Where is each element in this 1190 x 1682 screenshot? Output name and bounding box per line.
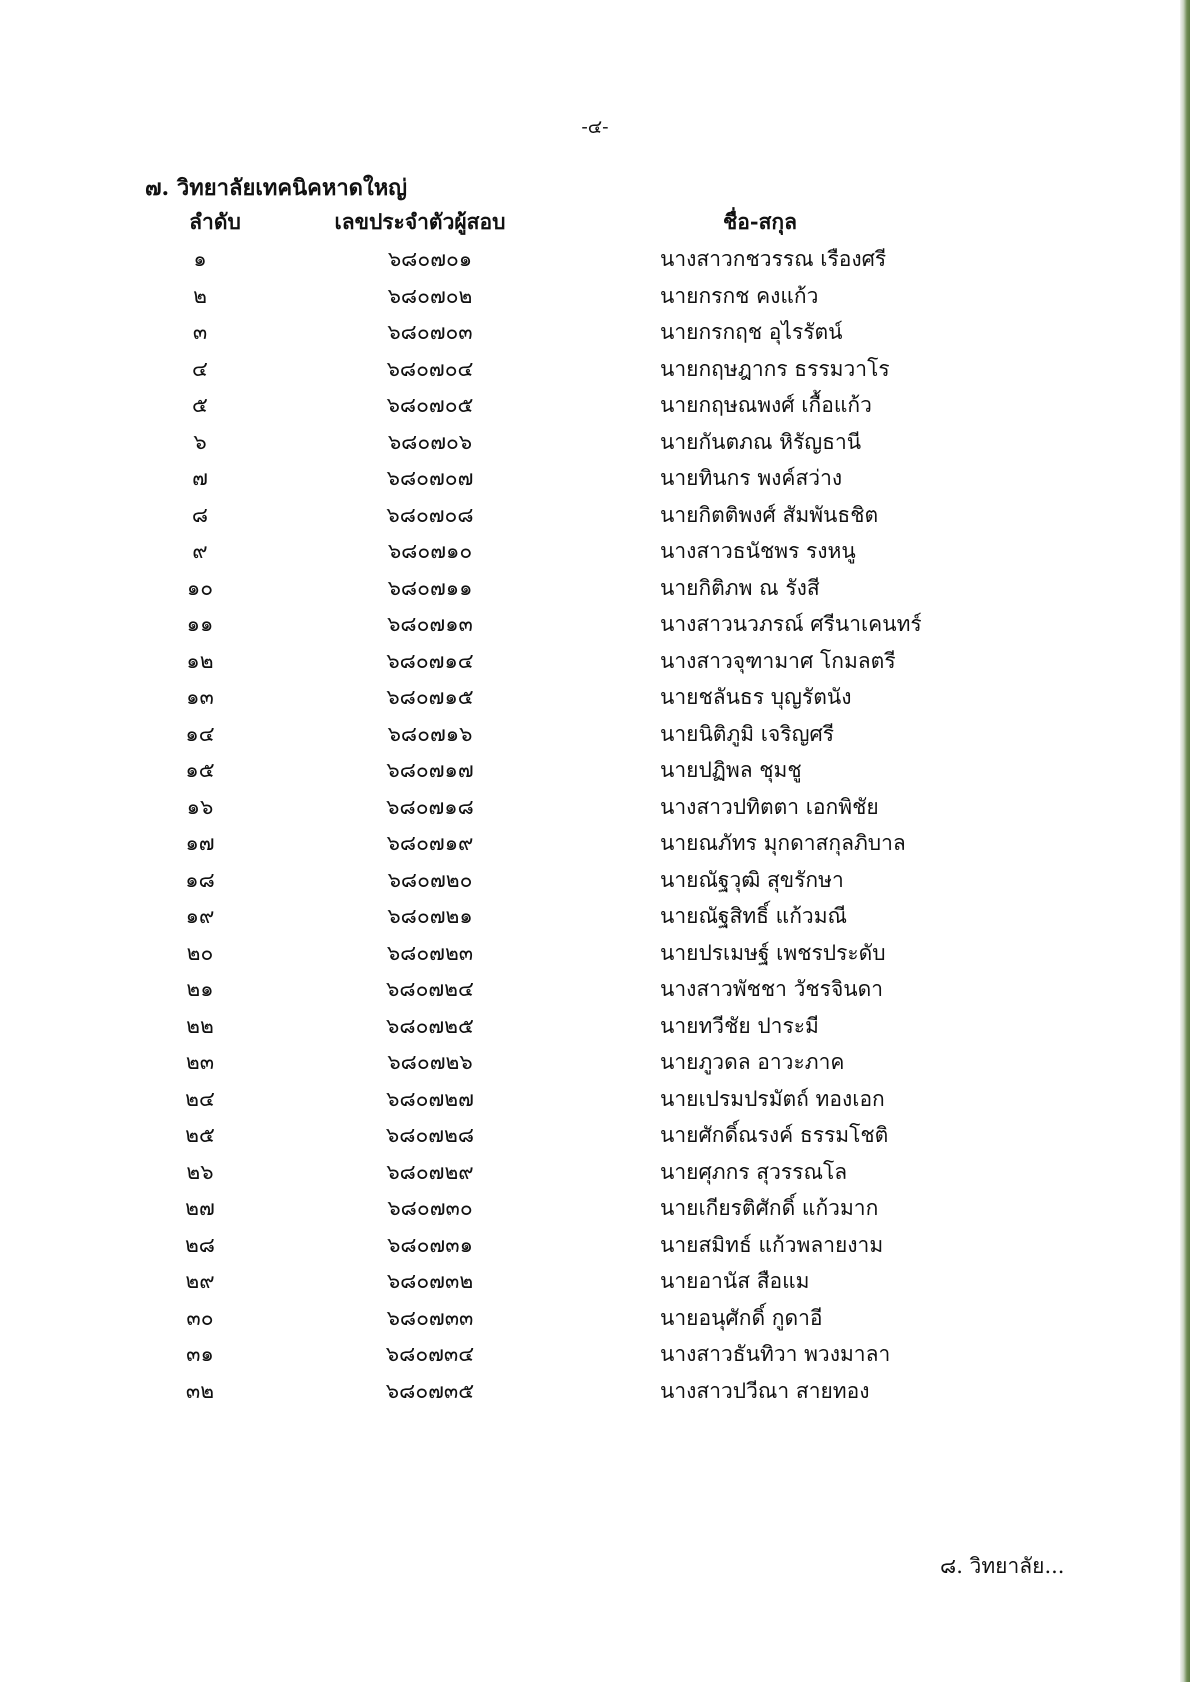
row-exam-id: ๖๘๐๗๑๙	[386, 831, 474, 855]
row-name: นายกฤษฎากร ธรรมวาโร	[660, 356, 890, 381]
row-exam-id: ๖๘๐๗๒๕	[386, 1013, 474, 1038]
row-exam-id: ๖๘๐๗๑๑	[387, 575, 473, 600]
table-row	[0, 568, 1190, 605]
row-name: นายทวีชัย ปาระมี	[660, 1013, 819, 1038]
table-row	[0, 787, 1190, 824]
row-exam-id: ๖๘๐๗๐๘	[386, 502, 474, 527]
row-order: ๔	[192, 356, 208, 381]
row-name: นายเกียรติศักดิ์ แก้วมาก	[660, 1196, 879, 1220]
header-order: ลำดับ	[189, 209, 241, 234]
row-order: ๑๖	[186, 794, 214, 819]
row-name: นายภูวดล อาวะภาค	[660, 1050, 845, 1074]
row-order: ๓๑	[186, 1342, 214, 1366]
row-exam-id: ๖๘๐๗๒๑	[387, 904, 473, 928]
table-row	[0, 385, 1190, 422]
row-order: ๓	[192, 320, 208, 344]
row-exam-id: ๖๘๐๗๐๔	[386, 356, 474, 381]
row-order: ๑๔	[185, 721, 215, 746]
row-exam-id: ๖๘๐๗๓๓	[386, 1305, 474, 1330]
row-name: นายสมิทธ์ แก้วพลายงาม	[660, 1232, 884, 1257]
row-exam-id: ๖๘๐๗๓๐	[387, 1196, 473, 1220]
row-exam-id: ๖๘๐๗๒๓	[386, 940, 474, 965]
table-row	[0, 1115, 1190, 1152]
table-row	[0, 1042, 1190, 1079]
row-order: ๑๘	[185, 867, 215, 892]
row-exam-id: ๖๘๐๗๐๖	[387, 429, 473, 454]
row-exam-id: ๖๘๐๗๒๘	[385, 1123, 475, 1147]
table-header	[0, 206, 1190, 236]
row-order: ๒๑	[186, 977, 214, 1001]
row-order: ๑๗	[185, 831, 215, 855]
row-name: นายนิติภูมิ เจริญศรี	[660, 721, 835, 746]
row-exam-id: ๖๘๐๗๑๓	[387, 612, 473, 636]
row-exam-id: ๖๘๐๗๐๑	[387, 247, 473, 271]
table-row	[0, 1298, 1190, 1335]
row-name: นางสาวธนัชพร รงหนู	[660, 539, 856, 563]
row-order: ๑๓	[186, 685, 214, 709]
row-exam-id: ๖๘๐๗๑๗	[386, 758, 474, 782]
row-name: นางสาวจุฑามาศ โกมลตรี	[660, 648, 896, 673]
row-exam-id: ๖๘๐๗๓๑	[387, 1232, 473, 1257]
row-exam-id: ๖๘๐๗๒๗	[386, 1086, 474, 1111]
table-row	[0, 1334, 1190, 1371]
row-order: ๒๘	[184, 1232, 216, 1257]
row-name: นายกรกฤช อุไรรัตน์	[660, 320, 843, 344]
table-row	[0, 896, 1190, 933]
table-row	[0, 458, 1190, 495]
row-order: ๖	[193, 429, 207, 454]
section-title: ๗. วิทยาลัยเทคนิคหาดใหญ่	[145, 175, 407, 201]
row-order: ๒๕	[185, 1123, 215, 1147]
table-row	[0, 933, 1190, 970]
row-order: ๙	[192, 539, 208, 563]
table-row	[0, 1006, 1190, 1043]
row-exam-id: ๖๘๐๗๑๔	[386, 648, 474, 673]
row-name: นางสาวปวีณา สายทอง	[660, 1378, 870, 1403]
row-exam-id: ๖๘๐๗๒๔	[386, 977, 474, 1001]
row-name: นายกฤษณพงศ์ เกื้อแก้ว	[660, 393, 872, 417]
row-exam-id: ๖๘๐๗๒๖	[387, 1050, 473, 1074]
header-exam-id: เลขประจำตัวผู้สอบ	[334, 209, 506, 234]
row-order: ๕	[192, 393, 208, 417]
table-row	[0, 750, 1190, 787]
row-name: นายกิติภพ ณ รังสี	[660, 575, 820, 600]
table-row	[0, 641, 1190, 678]
row-name: นางสาวกชวรรณ เรืองศรี	[660, 247, 887, 271]
table-row	[0, 1079, 1190, 1116]
table-row	[0, 276, 1190, 313]
row-name: นายศุภกร สุวรรณโล	[660, 1159, 848, 1184]
row-name: นางสาวธันทิวา พวงมาลา	[660, 1342, 891, 1366]
row-order: ๒๒	[186, 1013, 214, 1038]
row-exam-id: ๖๘๐๗๐๗	[386, 466, 474, 490]
row-name: นายอานัส สือแม	[660, 1269, 810, 1293]
table-row	[0, 495, 1190, 532]
row-name: นายปฏิพล ชุมชู	[660, 758, 802, 782]
row-name: นางสาวพัชชา วัชรจินดา	[660, 977, 884, 1001]
row-exam-id: ๖๘๐๗๓๕	[385, 1378, 475, 1403]
row-exam-id: ๖๘๐๗๑๖	[387, 721, 473, 746]
table-row	[0, 239, 1190, 276]
row-order: ๒	[193, 283, 207, 308]
row-order: ๑	[193, 247, 207, 271]
row-exam-id: ๖๘๐๗๓๒	[386, 1269, 474, 1293]
row-exam-id: ๖๘๐๗๑๕	[386, 685, 474, 709]
row-exam-id: ๖๘๐๗๒๐	[387, 867, 473, 892]
candidate-list	[0, 239, 1190, 1407]
row-name: นายทินกร พงค์สว่าง	[660, 466, 843, 490]
row-name: นายอนุศักดิ์ กูดาอี	[660, 1305, 823, 1330]
table-row	[0, 1371, 1190, 1408]
table-row	[0, 604, 1190, 641]
row-order: ๘	[191, 502, 209, 527]
row-name: นางสาวนวภรณ์ ศรีนาเคนทร์	[660, 612, 922, 636]
table-row	[0, 349, 1190, 386]
row-order: ๓๒	[185, 1378, 215, 1403]
table-row	[0, 531, 1190, 568]
table-row	[0, 1225, 1190, 1262]
table-row	[0, 714, 1190, 751]
row-order: ๑๐	[186, 575, 214, 600]
row-name: นายชลันธร บุญรัตนัง	[660, 685, 852, 709]
table-row	[0, 422, 1190, 459]
row-name: นายณัฐสิทธิ์ แก้วมณี	[660, 904, 848, 928]
row-order: ๓๐	[186, 1305, 214, 1330]
row-name: นายกิตติพงศ์ สัมพันธชิต	[660, 502, 879, 527]
row-name: นายกรกช คงแก้ว	[660, 283, 819, 308]
table-row	[0, 969, 1190, 1006]
header-name: ชื่อ-สกุล	[723, 209, 797, 234]
row-exam-id: ๖๘๐๗๐๕	[386, 393, 474, 417]
row-order: ๑๙	[185, 904, 215, 928]
row-name: นายศักดิ์ณรงค์ ธรรมโชติ	[660, 1123, 889, 1147]
row-name: นางสาวปทิตตา เอกพิชัย	[660, 794, 879, 819]
row-name: นายกันตภณ หิรัญธานี	[660, 429, 862, 454]
row-name: นายณัฐวุฒิ สุขรักษา	[660, 867, 844, 892]
row-order: ๒๔	[185, 1086, 215, 1111]
row-order: ๑๑	[186, 612, 214, 636]
row-order: ๒๙	[185, 1269, 215, 1293]
table-row	[0, 1152, 1190, 1189]
table-row	[0, 823, 1190, 860]
row-order: ๒๗	[185, 1196, 215, 1220]
table-row	[0, 860, 1190, 897]
row-order: ๒๓	[185, 1050, 215, 1074]
row-order: ๑๕	[185, 758, 215, 782]
row-exam-id: ๖๘๐๗๑๘	[386, 794, 474, 819]
row-order: ๑๒	[186, 648, 214, 673]
row-name: นายปรเมษฐ์ เพชรประดับ	[660, 940, 886, 965]
page-number: -๔-	[581, 116, 609, 138]
continuation-text: ๘. วิทยาลัย...	[940, 1554, 1065, 1578]
row-exam-id: ๖๘๐๗๑๐	[387, 539, 473, 563]
row-exam-id: ๖๘๐๗๐๒	[387, 283, 473, 308]
table-row	[0, 312, 1190, 349]
table-row	[0, 1188, 1190, 1225]
row-name: นายณภัทร มุกดาสกุลภิบาล	[660, 831, 906, 855]
row-order: ๒๖	[186, 1159, 214, 1184]
row-exam-id: ๖๘๐๗๐๓	[387, 320, 473, 344]
row-order: ๒๐	[186, 940, 214, 965]
row-exam-id: ๖๘๐๗๒๙	[386, 1159, 474, 1184]
table-row	[0, 1261, 1190, 1298]
row-name: นายเปรมปรมัตถ์ ทองเอก	[660, 1086, 885, 1111]
row-exam-id: ๖๘๐๗๓๔	[385, 1342, 475, 1366]
row-order: ๗	[192, 466, 208, 490]
table-row	[0, 677, 1190, 714]
